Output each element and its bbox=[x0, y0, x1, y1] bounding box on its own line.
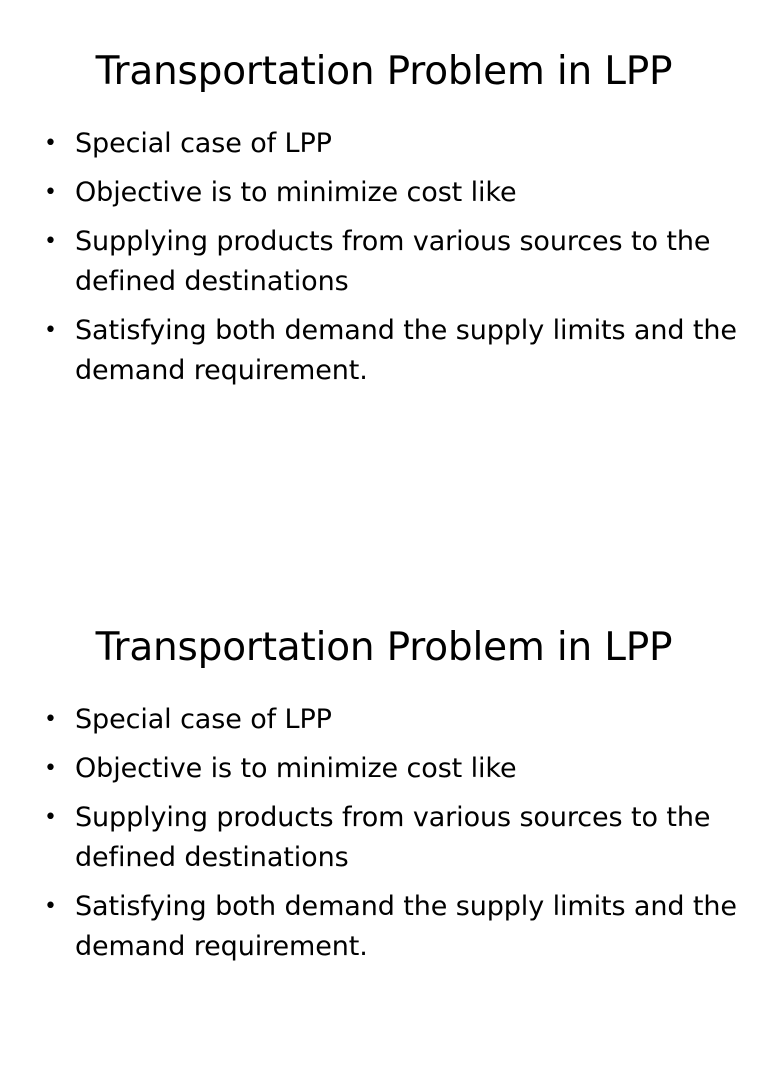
bullet-text: Satisfying both demand the supply limits and the demand requirement. bbox=[75, 891, 737, 962]
slide-title: Transportation Problem in LPP bbox=[95, 49, 673, 94]
bullet-dot-icon: • bbox=[44, 318, 57, 343]
bullet-text: Supplying products from various sources to the defined destinations bbox=[75, 802, 711, 873]
bullet-item bbox=[40, 173, 740, 213]
slide-2 bbox=[0, 576, 768, 1088]
bullet-dot-icon: • bbox=[44, 894, 57, 919]
slide-title: Transportation Problem in LPP bbox=[95, 625, 673, 670]
bullet-item bbox=[40, 222, 740, 302]
bullet-text: Special case of LPP bbox=[75, 128, 332, 159]
bullet-text: Objective is to minimize cost like bbox=[75, 753, 517, 784]
bullet-dot-icon: • bbox=[44, 756, 57, 781]
bullet-dot-icon: • bbox=[44, 229, 57, 254]
bullet-item bbox=[40, 887, 740, 967]
bullet-text: Special case of LPP bbox=[75, 704, 332, 735]
bullet-item bbox=[40, 798, 740, 878]
bullet-item bbox=[40, 311, 740, 391]
bullet-item bbox=[40, 700, 740, 740]
bullet-dot-icon: • bbox=[44, 707, 57, 732]
bullet-dot-icon: • bbox=[44, 180, 57, 205]
bullet-list bbox=[40, 124, 740, 400]
bullet-text: Satisfying both demand the supply limits and the demand requirement. bbox=[75, 315, 737, 386]
slide-1 bbox=[0, 0, 768, 512]
bullet-dot-icon: • bbox=[44, 131, 57, 156]
bullet-dot-icon: • bbox=[44, 805, 57, 830]
bullet-text: Objective is to minimize cost like bbox=[75, 177, 517, 208]
bullet-text: Supplying products from various sources to the defined destinations bbox=[75, 226, 711, 297]
bullet-item bbox=[40, 749, 740, 789]
bullet-item bbox=[40, 124, 740, 164]
bullet-list bbox=[40, 700, 740, 976]
